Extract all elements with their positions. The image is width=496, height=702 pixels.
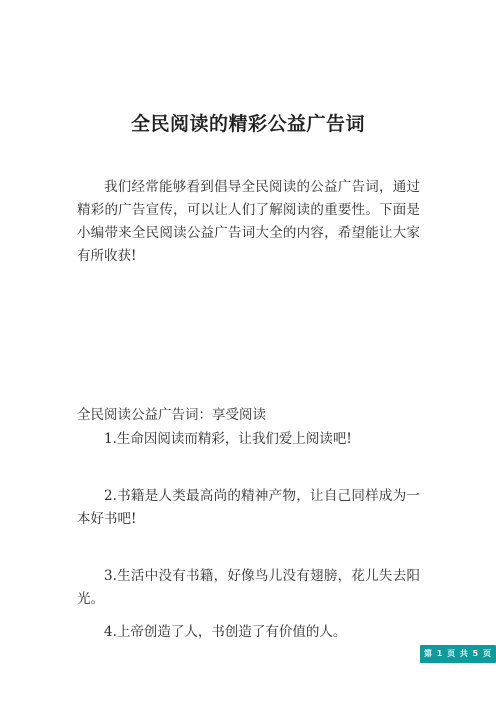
intro-paragraph: 我们经常能够看到倡导全民阅读的公益广告词，通过精彩的广告宣传，可以让人们了解阅读的重要性。下面是小编带来全民阅读公益广告词大全的内容，希望能让大家有所收获! <box>77 179 420 264</box>
list-item: 3.生活中没有书籍，好像鸟儿没有翅膀，花儿失去阳光。 <box>77 568 420 607</box>
list-item: 2.书籍是人类最高尚的精神产物，让自己同样成为一本好书吧! <box>77 488 420 527</box>
list-item: 4.上帝创造了人，书创造了有价值的人。 <box>104 624 347 640</box>
document-title: 全民阅读的精彩公益广告词 <box>130 113 365 135</box>
section-heading: 全民阅读公益广告词：享受阅读 <box>77 407 266 423</box>
page-indicator-badge: 第 1 页 共 5 页 <box>420 645 496 663</box>
list-item: 1.生命因阅读而精彩，让我们爱上阅读吧! <box>104 431 352 447</box>
